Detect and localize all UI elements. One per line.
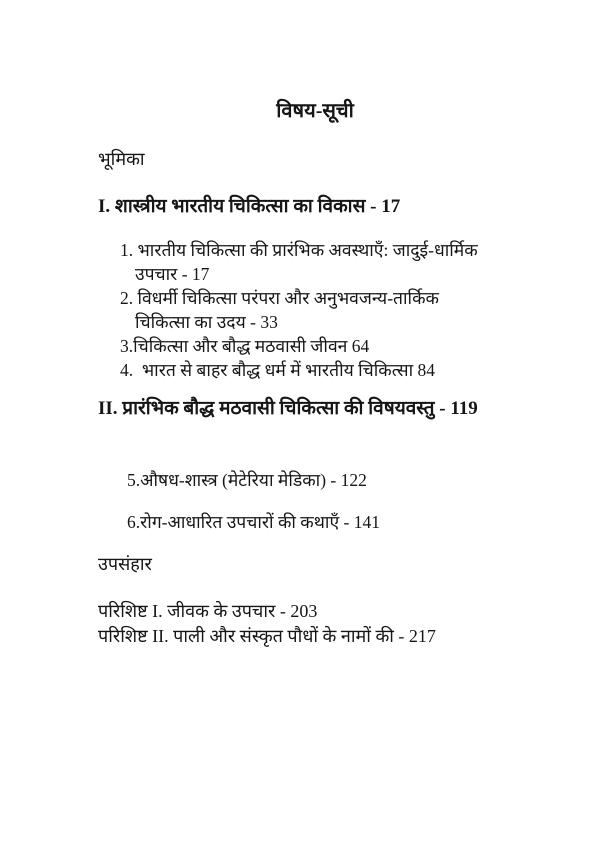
toc-section-1-list [98, 238, 532, 382]
toc-item [127, 468, 532, 492]
page-title: विषय-सूची [276, 100, 354, 122]
toc-item-line: 6.रोग-आधारित उपचारों की कथाएँ - 141 [127, 512, 380, 532]
toc-section-2-list [98, 468, 532, 534]
toc-appendices [98, 599, 532, 649]
toc-item-line: चिकित्सा का उदय - 33 [135, 312, 278, 332]
toc-item-line: उपचार - 17 [135, 264, 210, 284]
toc-entry-conclusion: उपसंहार [98, 554, 152, 574]
toc-item [120, 286, 532, 334]
toc-item-line: 3.चिकित्सा और बौद्ध मठवासी जीवन 64 [120, 336, 370, 356]
toc-item-line: 4. भारत से बाहर बौद्ध धर्म में भारतीय चिकित्सा 84 [120, 360, 435, 380]
toc-appendix-1: परिशिष्ट I. जीवक के उपचार - 203 [98, 601, 318, 621]
toc-item [120, 238, 532, 286]
toc-section-2-heading: II. प्रारंभिक बौद्ध मठवासी चिकित्सा की विषयवस्तु - 119 [98, 398, 478, 419]
toc-item [120, 358, 532, 382]
toc-entry-preface: भूमिका [98, 149, 145, 169]
toc-item-line: 2. विधर्मी चिकित्सा परंपरा और अनुभवजन्य-तार्किक [120, 288, 439, 308]
toc-section-1-heading: I. शास्त्रीय भारतीय चिकित्सा का विकास - 17 [98, 196, 401, 217]
toc-appendix-2: परिशिष्ट II. पाली और संस्कृत पौधों के नामों की - 217 [98, 626, 436, 646]
toc-item [120, 334, 532, 358]
toc-item [127, 510, 532, 534]
toc-item-line: 1. भारतीय चिकित्सा की प्रारंभिक अवस्थाएँ: जादुई-धार्मिक [120, 240, 478, 260]
toc-item-line: 5.औषध-शास्त्र (मेटेरिया मेडिका) - 122 [127, 470, 367, 490]
